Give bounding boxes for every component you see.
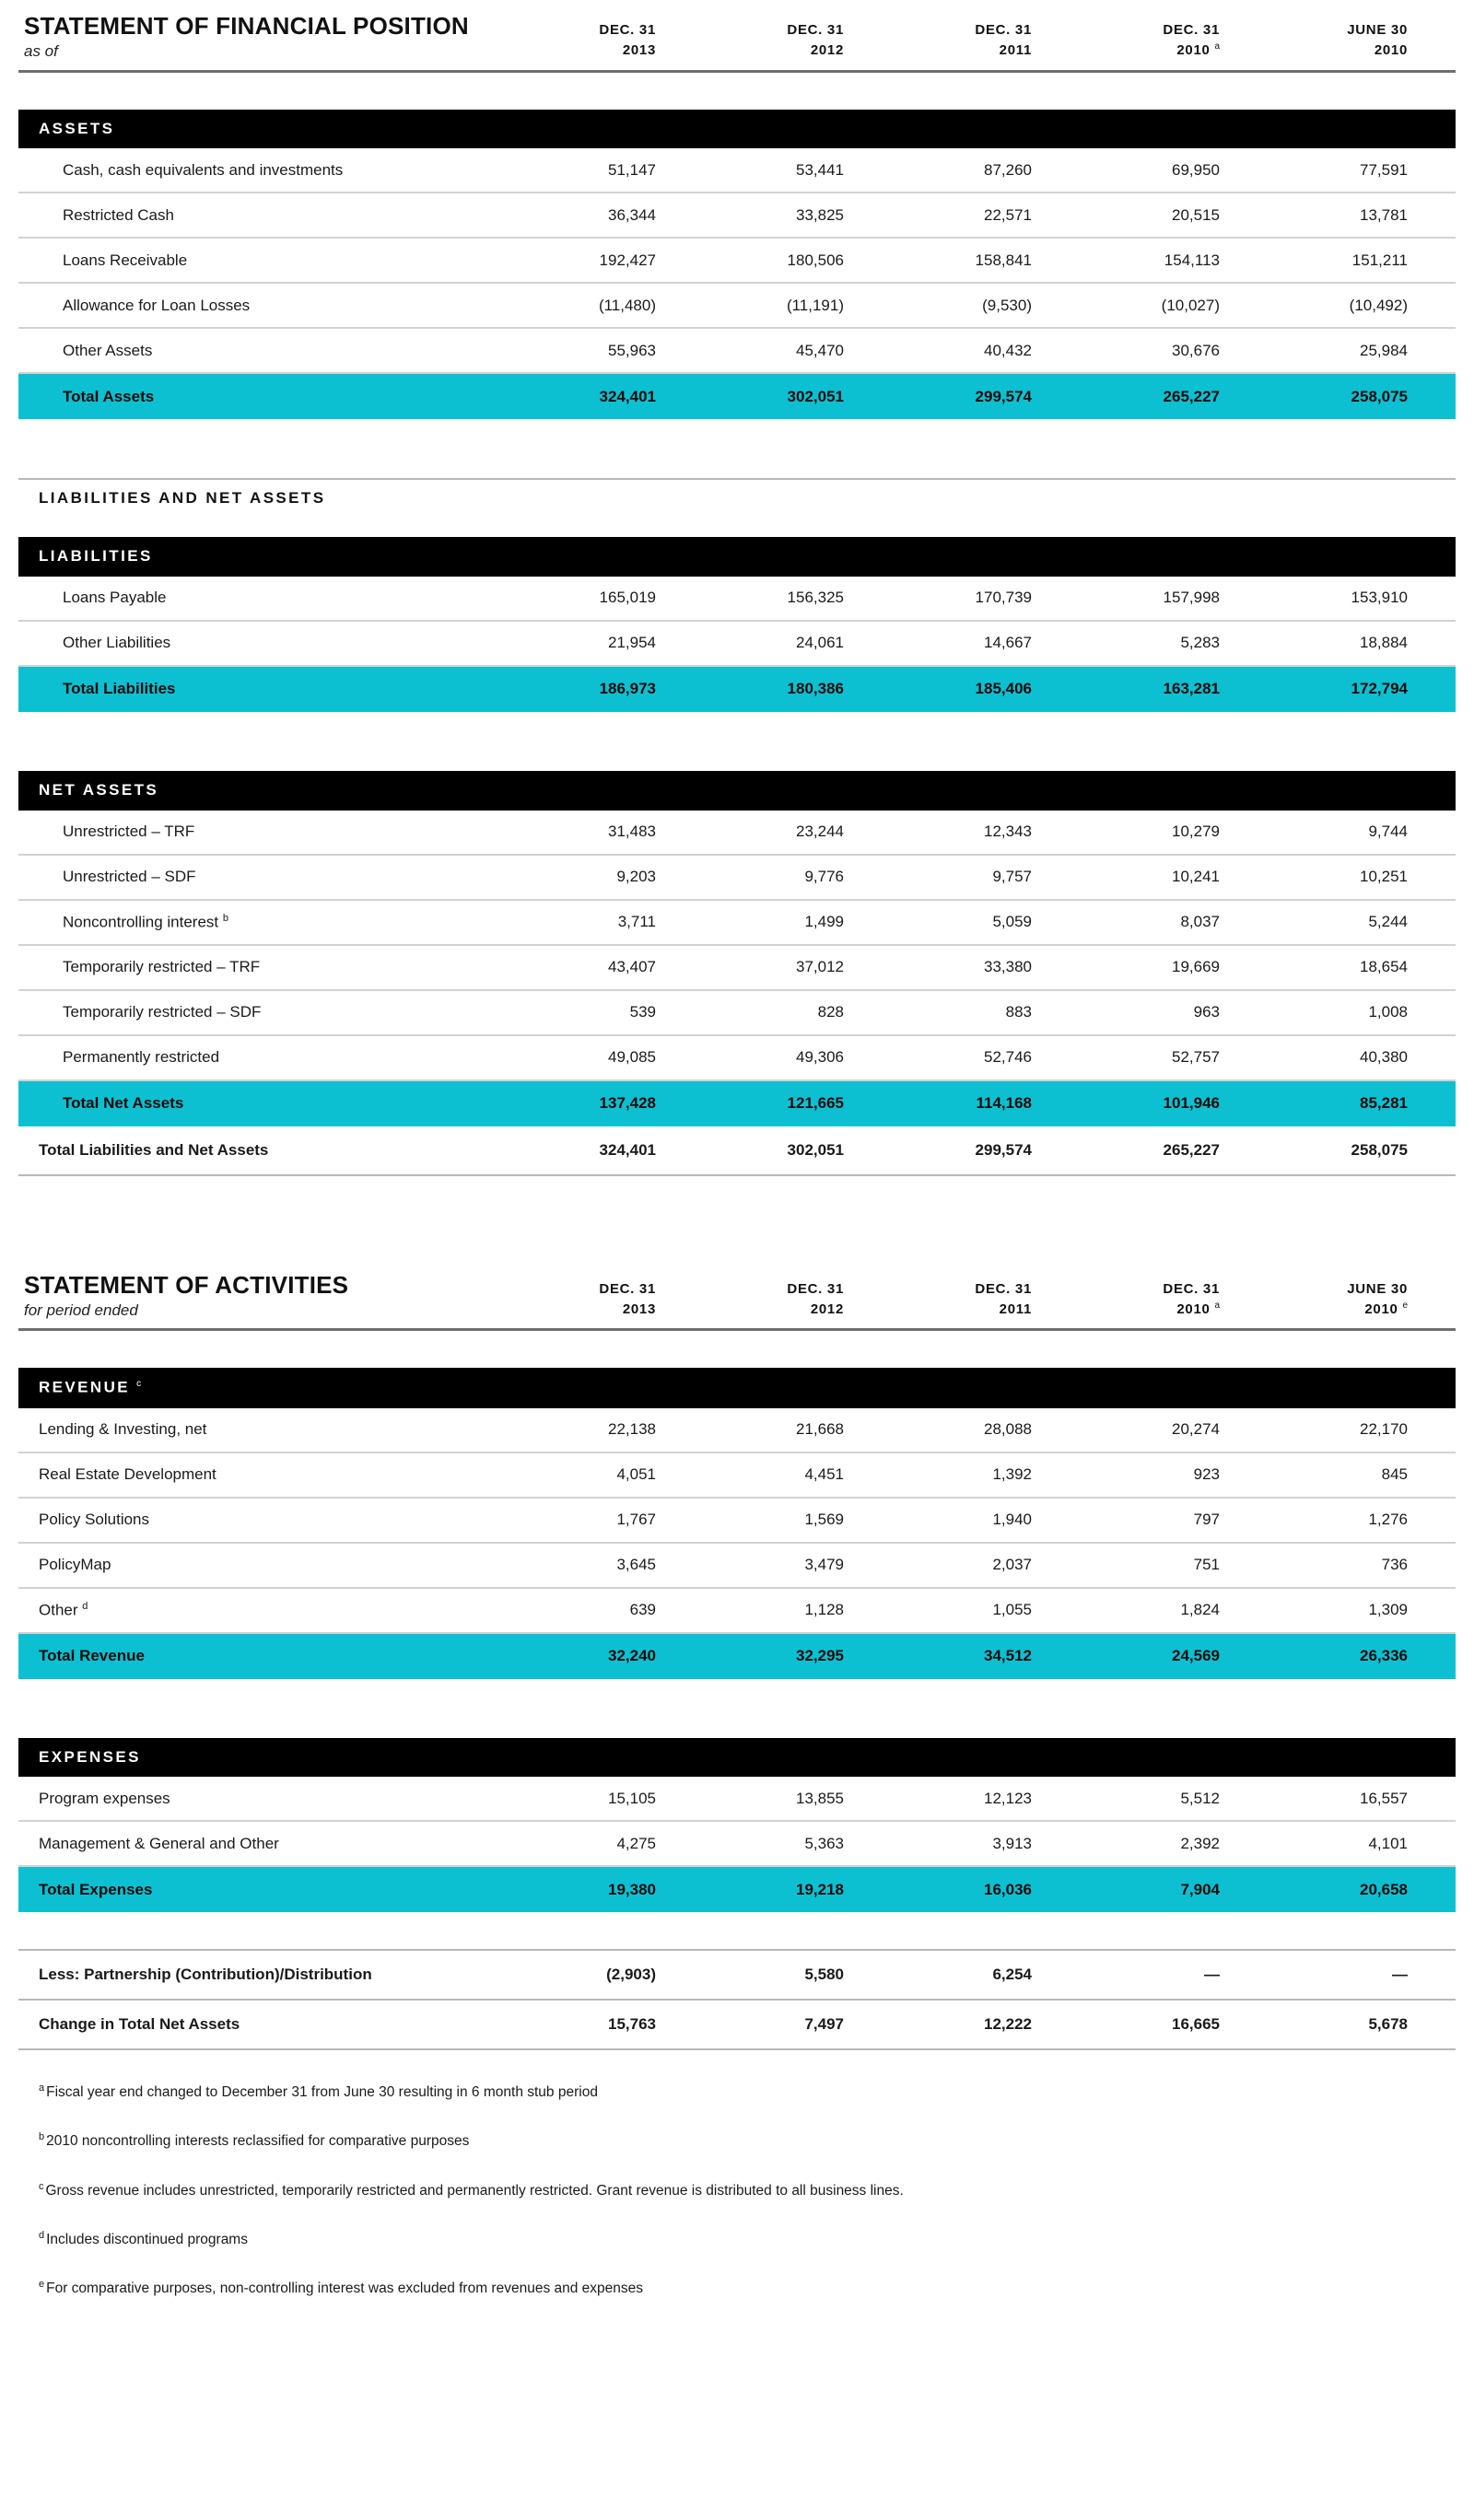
footnote-marker: e — [39, 2278, 45, 2290]
statement2-subtitle: for period ended — [24, 1301, 138, 1319]
cell: 258,075 — [1351, 1140, 1408, 1159]
row-label: Less: Partnership (Contribution)/Distribution — [39, 1966, 372, 1984]
statement2-title-block — [18, 1272, 516, 1320]
cell: 539 — [629, 1003, 656, 1021]
table-row — [18, 1777, 1456, 1822]
table-row — [18, 239, 1456, 284]
spacer — [18, 1176, 1456, 1272]
cell: 192,427 — [599, 251, 656, 269]
row-cells — [516, 206, 1456, 225]
cell: 1,128 — [804, 1601, 844, 1619]
cell: 158,841 — [975, 251, 1032, 269]
column-header-4-line2: 2010 $^a$ — [1176, 1300, 1220, 1317]
summary-row-partnership — [18, 1951, 1456, 1999]
section-header-assets: ASSETS — [18, 110, 1456, 149]
column-header-5-line1: JUNE 30 — [1347, 22, 1408, 39]
statement2-column-headers — [516, 1279, 1456, 1320]
spacer — [18, 419, 1456, 478]
cell: 18,654 — [1360, 958, 1408, 976]
cell: 13,855 — [796, 1789, 844, 1807]
cell: 101,946 — [1163, 1094, 1220, 1113]
table-row — [18, 329, 1456, 374]
column-header-1-line2: 2013 — [622, 1301, 656, 1317]
footnote-text: Gross revenue includes unrestricted, temporarily restricted and permanently restricted. Grant revenue is distributed to all business lines. — [45, 2182, 904, 2199]
column-header-5-line2: 2010 — [1374, 41, 1408, 58]
column-header-3-line1: DEC. 31 — [975, 22, 1032, 39]
cell: 52,757 — [1172, 1048, 1220, 1067]
row-label: Real Estate Development — [39, 1465, 216, 1484]
cell: 15,105 — [608, 1789, 656, 1807]
cell: 13,781 — [1360, 205, 1408, 224]
table-row — [18, 1408, 1456, 1453]
cell: 324,401 — [599, 1140, 656, 1159]
table-row — [18, 622, 1456, 667]
row-cells — [516, 958, 1456, 976]
column-header-3 — [892, 1279, 1080, 1320]
cell: 1,569 — [804, 1511, 844, 1529]
cell: 19,669 — [1172, 958, 1220, 976]
table-row — [18, 1822, 1456, 1867]
footnote-marker: c — [39, 2180, 44, 2192]
row-cells — [516, 1556, 1456, 1574]
cell: 883 — [1005, 1003, 1032, 1021]
spacer — [18, 1912, 1456, 1949]
cell: 77,591 — [1360, 160, 1408, 179]
row-cells — [516, 634, 1456, 652]
footnote-text: For comparative purposes, non-controlling interest was excluded from revenues and expenses — [46, 2280, 644, 2296]
column-header-4 — [1080, 20, 1268, 61]
cell: 736 — [1381, 1556, 1408, 1574]
footnote-marker: c — [136, 1379, 142, 1390]
cell: 24,061 — [796, 634, 844, 652]
cell: 10,251 — [1360, 868, 1408, 886]
cell: 22,170 — [1360, 1420, 1408, 1439]
column-header-2-line1: DEC. 31 — [787, 1280, 844, 1297]
cell: 5,512 — [1180, 1789, 1220, 1807]
cell: 165,019 — [599, 589, 656, 607]
table-row — [18, 1036, 1456, 1081]
footnote-marker: d — [82, 1600, 88, 1612]
cell: 14,667 — [984, 634, 1032, 652]
cell: 19,380 — [608, 1880, 656, 1898]
cell: 32,240 — [608, 1647, 656, 1665]
cell: 20,658 — [1360, 1880, 1408, 1898]
row-label: Loans Payable — [63, 589, 167, 607]
cell: 3,711 — [617, 913, 656, 931]
column-header-3-line2: 2011 — [999, 41, 1032, 58]
cell: 299,574 — [975, 387, 1032, 405]
row-cells — [516, 1790, 1456, 1808]
cell: 31,483 — [608, 822, 656, 841]
cell: 26,336 — [1360, 1647, 1408, 1665]
row-label: Temporarily restricted – TRF — [63, 958, 261, 976]
cell: 828 — [817, 1003, 844, 1021]
total-row-liabilities — [18, 667, 1456, 712]
row-label: Cash, cash equivalents and investments — [63, 160, 344, 179]
cell: 180,386 — [787, 680, 844, 698]
column-header-5-line2: 2010 $^e$ — [1364, 1300, 1408, 1317]
row-label: Total Revenue — [39, 1647, 145, 1665]
cell: 34,512 — [984, 1647, 1032, 1665]
cell: 302,051 — [787, 387, 844, 405]
cell: 185,406 — [975, 680, 1032, 698]
cell: 299,574 — [975, 1140, 1032, 1159]
cell: 6,254 — [992, 1966, 1032, 1984]
footnotes-list — [18, 2050, 1456, 2344]
cell: 30,676 — [1172, 341, 1220, 359]
cell: 1,008 — [1368, 1003, 1408, 1021]
cell: 114,168 — [976, 1094, 1032, 1113]
summary-row-change-in-net-assets — [18, 2001, 1456, 2048]
cell: 639 — [629, 1601, 656, 1619]
cell: 8,037 — [1180, 913, 1220, 931]
row-cells — [516, 1048, 1456, 1067]
row-cells — [516, 868, 1456, 886]
row-cells — [516, 1601, 1456, 1619]
cell: 4,051 — [616, 1465, 656, 1484]
row-cells — [516, 251, 1456, 270]
row-cells — [516, 1835, 1456, 1853]
cell: 180,506 — [787, 251, 844, 269]
cell: 151,211 — [1351, 251, 1408, 269]
statement1-title-block — [18, 13, 516, 61]
section-header-net-assets: NET ASSETS — [18, 771, 1456, 811]
row-cells — [516, 680, 1456, 698]
cell: 51,147 — [608, 160, 656, 179]
cell: 10,241 — [1172, 868, 1220, 886]
section-header-liabilities-and-net-assets: LIABILITIES AND NET ASSETS — [39, 489, 326, 508]
row-cells — [516, 1420, 1456, 1439]
cell: 85,281 — [1360, 1094, 1408, 1113]
cell: 2,392 — [1180, 1834, 1220, 1852]
row-label: Total Assets — [63, 387, 155, 405]
row-label: Temporarily restricted – SDF — [63, 1003, 262, 1021]
cell: 265,227 — [1163, 1140, 1220, 1159]
row-label: Policy Solutions — [39, 1511, 150, 1529]
column-header-1 — [516, 1279, 704, 1320]
cell: 4,101 — [1368, 1834, 1408, 1852]
column-header-5-line1: JUNE 30 — [1347, 1280, 1408, 1297]
column-header-4-line1: DEC. 31 — [1163, 1280, 1220, 1297]
row-label: Unrestricted – TRF — [63, 822, 195, 841]
row-cells — [516, 388, 1456, 406]
cell: 186,973 — [599, 680, 656, 698]
footnote-a — [39, 2082, 1435, 2103]
cell: 751 — [1193, 1556, 1220, 1574]
column-header-5 — [1268, 1279, 1456, 1320]
cell: 963 — [1193, 1003, 1220, 1021]
column-header-2-line1: DEC. 31 — [787, 22, 844, 39]
cell: 4,451 — [804, 1465, 844, 1484]
footnote-c — [39, 2180, 1435, 2201]
cell: 1,276 — [1368, 1511, 1408, 1529]
spacer — [18, 712, 1456, 771]
column-header-4-line1: DEC. 31 — [1163, 22, 1220, 39]
cell: 21,954 — [608, 634, 656, 652]
column-header-3 — [892, 20, 1080, 61]
table-row — [18, 856, 1456, 901]
cell: 36,344 — [608, 205, 656, 224]
table-row — [18, 811, 1456, 856]
row-label: Total Liabilities — [63, 680, 176, 698]
row-label: Change in Total Net Assets — [39, 2015, 240, 2034]
cell: 55,963 — [608, 341, 656, 359]
row-label: Program expenses — [39, 1789, 170, 1807]
footnote-marker: a — [39, 2082, 45, 2094]
cell: 22,138 — [608, 1420, 656, 1439]
row-label: Restricted Cash — [63, 205, 174, 224]
footnote-e — [39, 2278, 1435, 2299]
cell: 15,763 — [608, 2015, 656, 2034]
cell: 1,824 — [1180, 1601, 1220, 1619]
footnote-text: Includes discontinued programs — [46, 2231, 248, 2247]
column-header-5 — [1268, 20, 1456, 61]
row-cells — [516, 913, 1456, 931]
row-cells — [516, 1094, 1456, 1113]
column-header-2-line2: 2012 — [810, 1301, 844, 1317]
cell: 69,950 — [1172, 160, 1220, 179]
cell: 172,794 — [1351, 680, 1408, 698]
total-row-assets — [18, 374, 1456, 419]
row-label: Permanently restricted — [63, 1048, 220, 1067]
cell: 1,055 — [992, 1601, 1032, 1619]
column-header-3-line2: 2011 — [999, 1301, 1032, 1317]
cell: 40,380 — [1360, 1048, 1408, 1067]
cell: 12,222 — [984, 2015, 1032, 2034]
row-cells — [516, 1003, 1456, 1021]
table-row — [18, 946, 1456, 991]
total-row-net-assets — [18, 1081, 1456, 1126]
cell: 7,904 — [1180, 1880, 1220, 1898]
cell: 10,279 — [1172, 822, 1220, 841]
table-row — [18, 991, 1456, 1036]
cell: 1,309 — [1368, 1601, 1408, 1619]
statement2-title: STATEMENT OF ACTIVITIES — [24, 1270, 349, 1299]
cell: — — [1392, 1966, 1408, 1984]
row-cells — [516, 1511, 1456, 1529]
row-label: Other Liabilities — [63, 634, 171, 652]
table-row — [18, 284, 1456, 329]
cell: 5,580 — [804, 1966, 844, 1984]
table-row — [18, 193, 1456, 239]
cell: 302,051 — [787, 1140, 844, 1159]
statement1-column-headers — [516, 20, 1456, 61]
section-header-liabilities: LIABILITIES — [18, 537, 1456, 577]
cell: 797 — [1193, 1511, 1220, 1529]
table-row — [18, 577, 1456, 622]
row-cells — [516, 1647, 1456, 1665]
statement-activities-header — [18, 1272, 1456, 1320]
cell: 258,075 — [1351, 387, 1408, 405]
cell: 20,274 — [1172, 1420, 1220, 1439]
row-cells — [516, 2015, 1456, 2034]
statement-financial-position-header — [18, 0, 1456, 61]
statement1-title: STATEMENT OF FINANCIAL POSITION — [24, 12, 469, 40]
row-cells — [516, 342, 1456, 360]
row-label: Allowance for Loan Losses — [63, 296, 251, 314]
cell: 53,441 — [796, 160, 844, 179]
cell: 33,825 — [796, 205, 844, 224]
cell: 37,012 — [796, 958, 844, 976]
cell: 5,059 — [992, 913, 1032, 931]
row-label: Loans Receivable — [63, 251, 188, 269]
cell: 52,746 — [984, 1048, 1032, 1067]
footnote-marker: b — [222, 912, 229, 924]
cell: 1,392 — [992, 1465, 1032, 1484]
cell: 16,036 — [984, 1880, 1032, 1898]
cell: (11,191) — [786, 296, 844, 314]
row-label: Total Expenses — [39, 1880, 153, 1898]
row-cells — [516, 297, 1456, 315]
cell: 923 — [1193, 1465, 1220, 1484]
row-label: Noncontrolling interest $^b$ — [63, 912, 229, 931]
row-label: Management & General and Other — [39, 1834, 279, 1852]
column-header-2-line2: 2012 — [810, 41, 844, 58]
row-cells — [516, 161, 1456, 180]
cell: 3,645 — [616, 1556, 656, 1574]
cell: 153,910 — [1351, 589, 1408, 607]
cell: 19,218 — [796, 1880, 844, 1898]
table-row — [18, 1544, 1456, 1589]
cell: 43,407 — [608, 958, 656, 976]
footnote-text: 2010 noncontrolling interests reclassified for comparative purposes — [46, 2133, 470, 2150]
cell: 7,497 — [804, 2015, 844, 2034]
cell: (2,903) — [606, 1966, 656, 1984]
cell: (10,027) — [1161, 296, 1220, 314]
cell: 5,678 — [1368, 2015, 1408, 2034]
row-cells — [516, 1966, 1456, 1984]
cell: (9,530) — [982, 296, 1032, 314]
spacer — [18, 1679, 1456, 1738]
cell: (11,480) — [598, 296, 656, 314]
cell: 25,984 — [1360, 341, 1408, 359]
row-label: Lending & Investing, net — [39, 1420, 207, 1439]
cell: 137,428 — [599, 1094, 656, 1113]
total-row-revenue — [18, 1634, 1456, 1679]
footnote-d — [39, 2229, 1435, 2250]
cell: 16,665 — [1172, 2015, 1220, 2034]
section-header-revenue: REVENUE $^c$ — [18, 1368, 1456, 1407]
row-cells — [516, 1465, 1456, 1484]
cell: 5,244 — [1368, 913, 1408, 931]
cell: 324,401 — [599, 387, 656, 405]
cell: 87,260 — [984, 160, 1032, 179]
cell: 23,244 — [796, 822, 844, 841]
table-row — [18, 901, 1456, 946]
row-label: PolicyMap — [39, 1556, 111, 1574]
row-cells — [516, 589, 1456, 607]
cell: 163,281 — [1163, 680, 1220, 698]
cell: 9,744 — [1368, 822, 1408, 841]
spacer — [18, 517, 1456, 537]
cell: 18,884 — [1360, 634, 1408, 652]
column-header-2 — [704, 20, 892, 61]
cell: 156,325 — [787, 589, 844, 607]
cell: 49,085 — [608, 1048, 656, 1067]
column-header-2 — [704, 1279, 892, 1320]
cell: 12,343 — [984, 822, 1032, 841]
cell: 28,088 — [984, 1420, 1032, 1439]
row-cells — [516, 1141, 1456, 1160]
column-header-1-line1: DEC. 31 — [599, 22, 656, 39]
cell: 16,557 — [1360, 1789, 1408, 1807]
row-label: Other $^d$ — [39, 1600, 88, 1619]
total-row-expenses — [18, 1867, 1456, 1912]
cell: 157,998 — [1163, 589, 1220, 607]
column-header-3-line1: DEC. 31 — [975, 1280, 1032, 1297]
cell: 12,123 — [984, 1789, 1032, 1807]
cell: 3,913 — [992, 1834, 1032, 1852]
cell: 45,470 — [796, 341, 844, 359]
spacer — [18, 1331, 1456, 1368]
cell: 121,665 — [787, 1094, 844, 1113]
column-header-1-line2: 2013 — [622, 41, 656, 58]
footnote-marker: b — [39, 2131, 45, 2143]
spacer — [18, 73, 1456, 110]
cell: 32,295 — [796, 1647, 844, 1665]
cell: 24,569 — [1172, 1647, 1220, 1665]
cell: 49,306 — [796, 1048, 844, 1067]
cell: 9,203 — [616, 868, 656, 886]
cell: 9,776 — [804, 868, 844, 886]
row-label: Total Liabilities and Net Assets — [39, 1140, 269, 1159]
cell: 1,940 — [992, 1511, 1032, 1529]
cell: 33,380 — [984, 958, 1032, 976]
cell: 40,432 — [984, 341, 1032, 359]
grand-total-row — [18, 1126, 1456, 1174]
table-row — [18, 1499, 1456, 1544]
footnote-text: Fiscal year end changed to December 31 from June 30 resulting in 6 month stub period — [46, 2084, 598, 2101]
cell: 1,767 — [616, 1511, 656, 1529]
cell: 170,739 — [975, 589, 1032, 607]
cell: 3,479 — [804, 1556, 844, 1574]
row-label: Total Net Assets — [63, 1094, 184, 1113]
row-label: Unrestricted – SDF — [63, 868, 196, 886]
cell: 2,037 — [992, 1556, 1032, 1574]
cell: — — [1204, 1966, 1220, 1984]
cell: 21,668 — [796, 1420, 844, 1439]
cell: 9,757 — [992, 868, 1032, 886]
column-header-4-line2: 2010 $^a$ — [1176, 41, 1220, 58]
cell: 5,363 — [804, 1834, 844, 1852]
cell: 4,275 — [616, 1834, 656, 1852]
footnote-marker: d — [39, 2229, 45, 2241]
column-header-1-line1: DEC. 31 — [599, 1280, 656, 1297]
statement1-subtitle: as of — [24, 42, 58, 61]
table-row — [18, 1589, 1456, 1634]
cell: 5,283 — [1180, 634, 1220, 652]
section-header-expenses: EXPENSES — [18, 1738, 1456, 1778]
table-row — [18, 1453, 1456, 1499]
cell: 1,499 — [804, 913, 844, 931]
cell: 154,113 — [1164, 251, 1220, 269]
column-header-1 — [516, 20, 704, 61]
cell: 265,227 — [1163, 387, 1220, 405]
cell: 20,515 — [1172, 205, 1220, 224]
row-cells — [516, 822, 1456, 841]
table-row — [18, 148, 1456, 193]
cell: 845 — [1381, 1465, 1408, 1484]
cell: 22,571 — [984, 205, 1032, 224]
row-cells — [516, 1881, 1456, 1899]
cell: (10,492) — [1349, 296, 1408, 314]
column-header-4 — [1080, 1279, 1268, 1320]
row-label: Other Assets — [63, 341, 153, 359]
footnote-b — [39, 2130, 1435, 2152]
